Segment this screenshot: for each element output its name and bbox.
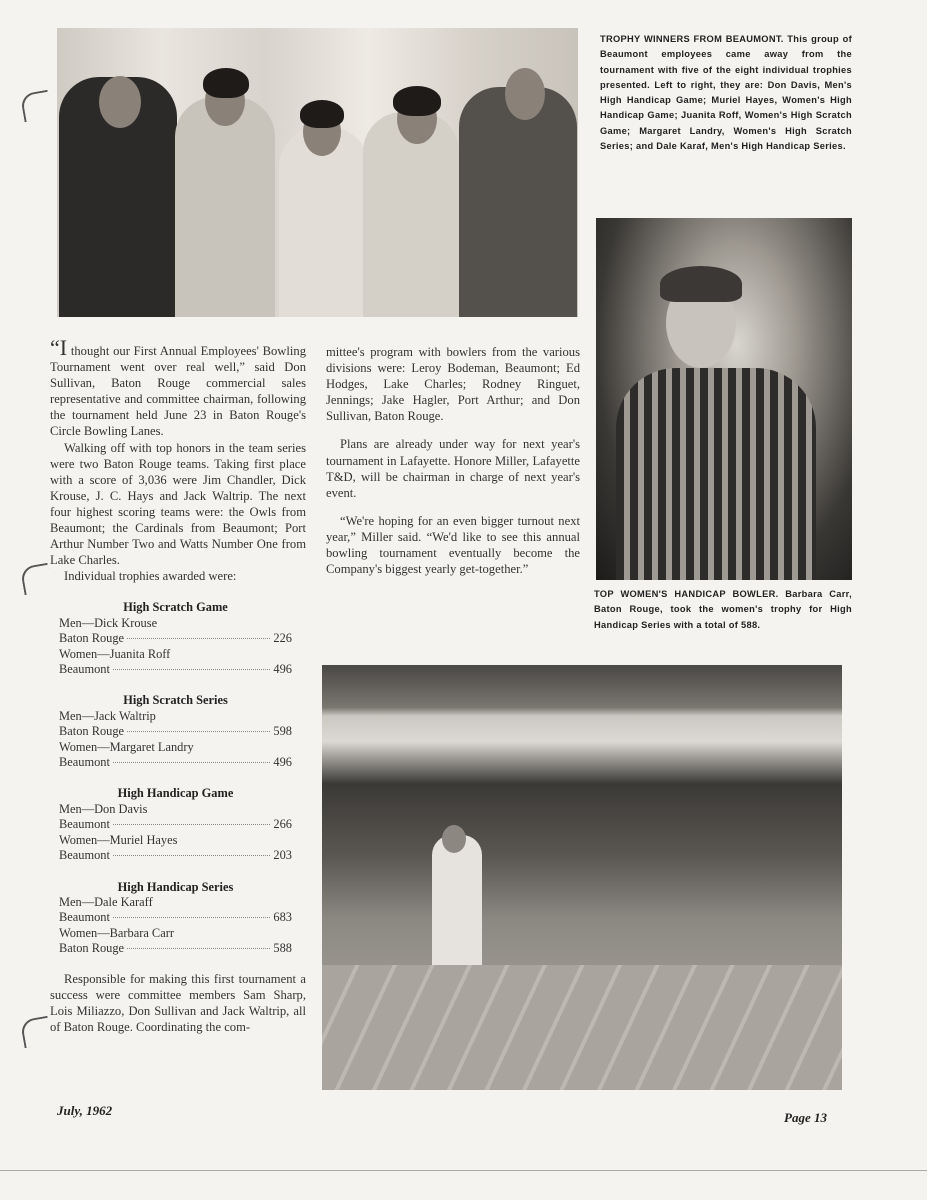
article-paragraph: thought our First Annual Employees' Bowling Tournament went over real well,” said Don Sullivan, Baton Rouge commercial sales representative and committee chairman, following the tournament held June 23 in Baton Rouge's Circle Bowling Lanes. xyxy=(50,344,306,439)
award-row xyxy=(59,755,292,770)
award-men-name: Men—Dick Krouse xyxy=(59,615,158,630)
award-row xyxy=(59,848,292,863)
award-score: 683 xyxy=(273,910,292,925)
award-heading: High Handicap Game xyxy=(117,786,234,801)
article-paragraph: Individual trophies awarded were: xyxy=(64,569,237,584)
caption-title: TOP WOMEN'S HANDICAP BOWLER. xyxy=(594,589,779,599)
dot-leader xyxy=(113,917,270,918)
article-paragraph: mittee's program with bowlers from the various divisions were: Leroy Bodeman, Beaumont; Ed Hodges, Lake Charles; Rodney Ringuet, Jennings; Jake Hagler, Port Arthur; and Don Sullivan, Baton Rouge. xyxy=(326,345,580,424)
award-city: Baton Rouge xyxy=(59,631,125,646)
award-men-name: Men—Don Davis xyxy=(59,801,148,816)
award-city: Baton Rouge xyxy=(59,941,125,956)
award-men-name: Men—Dale Karaff xyxy=(59,894,153,909)
article-paragraph: “We're hoping for an even bigger turnout next year,” Miller said. “We'd like to see this annual bowling tournament eventually become the Company's biggest yearly get-together.” xyxy=(326,513,580,577)
page-edge-line xyxy=(0,1170,927,1171)
award-city: Beaumont xyxy=(59,755,110,770)
awards-list xyxy=(59,600,292,956)
award-row xyxy=(59,724,292,739)
caption-title: TROPHY WINNERS FROM BEAUMONT. xyxy=(600,34,784,44)
award-women-name: Women—Margaret Landry xyxy=(59,739,194,754)
award-row xyxy=(59,910,292,925)
award-score: 203 xyxy=(273,848,292,863)
article-paragraph: Walking off with top honors in the team series were two Baton Rouge teams. Taking first place with a score of 3,036 were Jim Chandler, Dick Krouse, J. C. Hays and Jack Waltrip. The next four highest scoring teams were: the Owls from Beaumont; the Cardinals from Beaumont; Port Arthur Number Two and Watts Number One from Lake Charles. xyxy=(50,440,306,568)
article-paragraph: Plans are already under way for next year's tournament in Lafayette. Honore Miller, Lafayette T&D, will be chairman in charge of next year's event. xyxy=(326,437,580,500)
award-score: 588 xyxy=(273,941,292,956)
award-city: Beaumont xyxy=(59,662,110,677)
award-heading: High Scratch Series xyxy=(123,693,228,708)
award-city: Beaumont xyxy=(59,848,110,863)
award-score: 496 xyxy=(273,662,292,677)
award-heading: High Handicap Series xyxy=(117,879,234,894)
award-score: 226 xyxy=(273,631,292,646)
award-city: Beaumont xyxy=(59,910,110,925)
award-row xyxy=(59,817,292,832)
caption-text: Barbara Carr, Baton Rouge, took the women's trophy for High Handicap Series with a total of 588. xyxy=(594,589,852,630)
award-row xyxy=(59,631,292,646)
award-heading: High Scratch Game xyxy=(123,600,228,615)
award-category xyxy=(59,600,292,677)
award-city: Beaumont xyxy=(59,817,110,832)
dot-leader xyxy=(113,824,270,825)
article-paragraph: Responsible for making this first tournament a success were committee members Sam Sharp, Lois Miliazzo, Don Sullivan and Jack Waltrip, all of Baton Rouge. Coordinating the com- xyxy=(50,971,306,1034)
caption-text: This group of Beaumont employees came away from the tournament with five of the eight individual trophies presented. Left to right, they are: Don Davis, Men's High Handicap Game; Muriel Hayes, Women's High Handicap Game; Juanita Roff, Women's High Scratch Game; Margaret Landry, Women's High Scratch Series; and Dale Karaf, Men's High Handicap Series. xyxy=(600,34,852,152)
top-bowler-caption xyxy=(594,587,852,633)
bowling-alley-photo xyxy=(322,665,842,1090)
article-column-1 xyxy=(50,335,306,1035)
award-score: 266 xyxy=(273,817,292,832)
drop-cap: “I xyxy=(50,335,68,360)
award-women-name: Women—Barbara Carr xyxy=(59,925,174,940)
award-row xyxy=(59,662,292,677)
award-row xyxy=(59,941,292,956)
article-column-2 xyxy=(326,344,580,577)
dot-leader xyxy=(113,855,270,856)
dot-leader xyxy=(113,762,270,763)
trophy-winners-photo xyxy=(57,28,578,317)
dot-leader xyxy=(113,669,270,670)
award-men-name: Men—Jack Waltrip xyxy=(59,708,156,723)
award-category xyxy=(59,786,292,863)
award-women-name: Women—Muriel Hayes xyxy=(59,832,178,847)
binder-hole-mark xyxy=(20,563,52,595)
issue-date: July, 1962 xyxy=(57,1103,113,1118)
trophy-winners-caption xyxy=(600,32,852,154)
award-category xyxy=(59,693,292,770)
award-women-name: Women—Juanita Roff xyxy=(59,646,171,661)
award-category xyxy=(59,880,292,957)
award-city: Baton Rouge xyxy=(59,724,125,739)
binder-hole-mark xyxy=(20,90,52,122)
award-score: 598 xyxy=(273,724,292,739)
page-number: Page 13 xyxy=(784,1110,827,1125)
dot-leader xyxy=(127,948,270,949)
award-score: 496 xyxy=(273,755,292,770)
dot-leader xyxy=(127,731,270,732)
binder-hole-mark xyxy=(20,1016,52,1048)
dot-leader xyxy=(127,638,270,639)
top-bowler-photo xyxy=(596,218,852,580)
